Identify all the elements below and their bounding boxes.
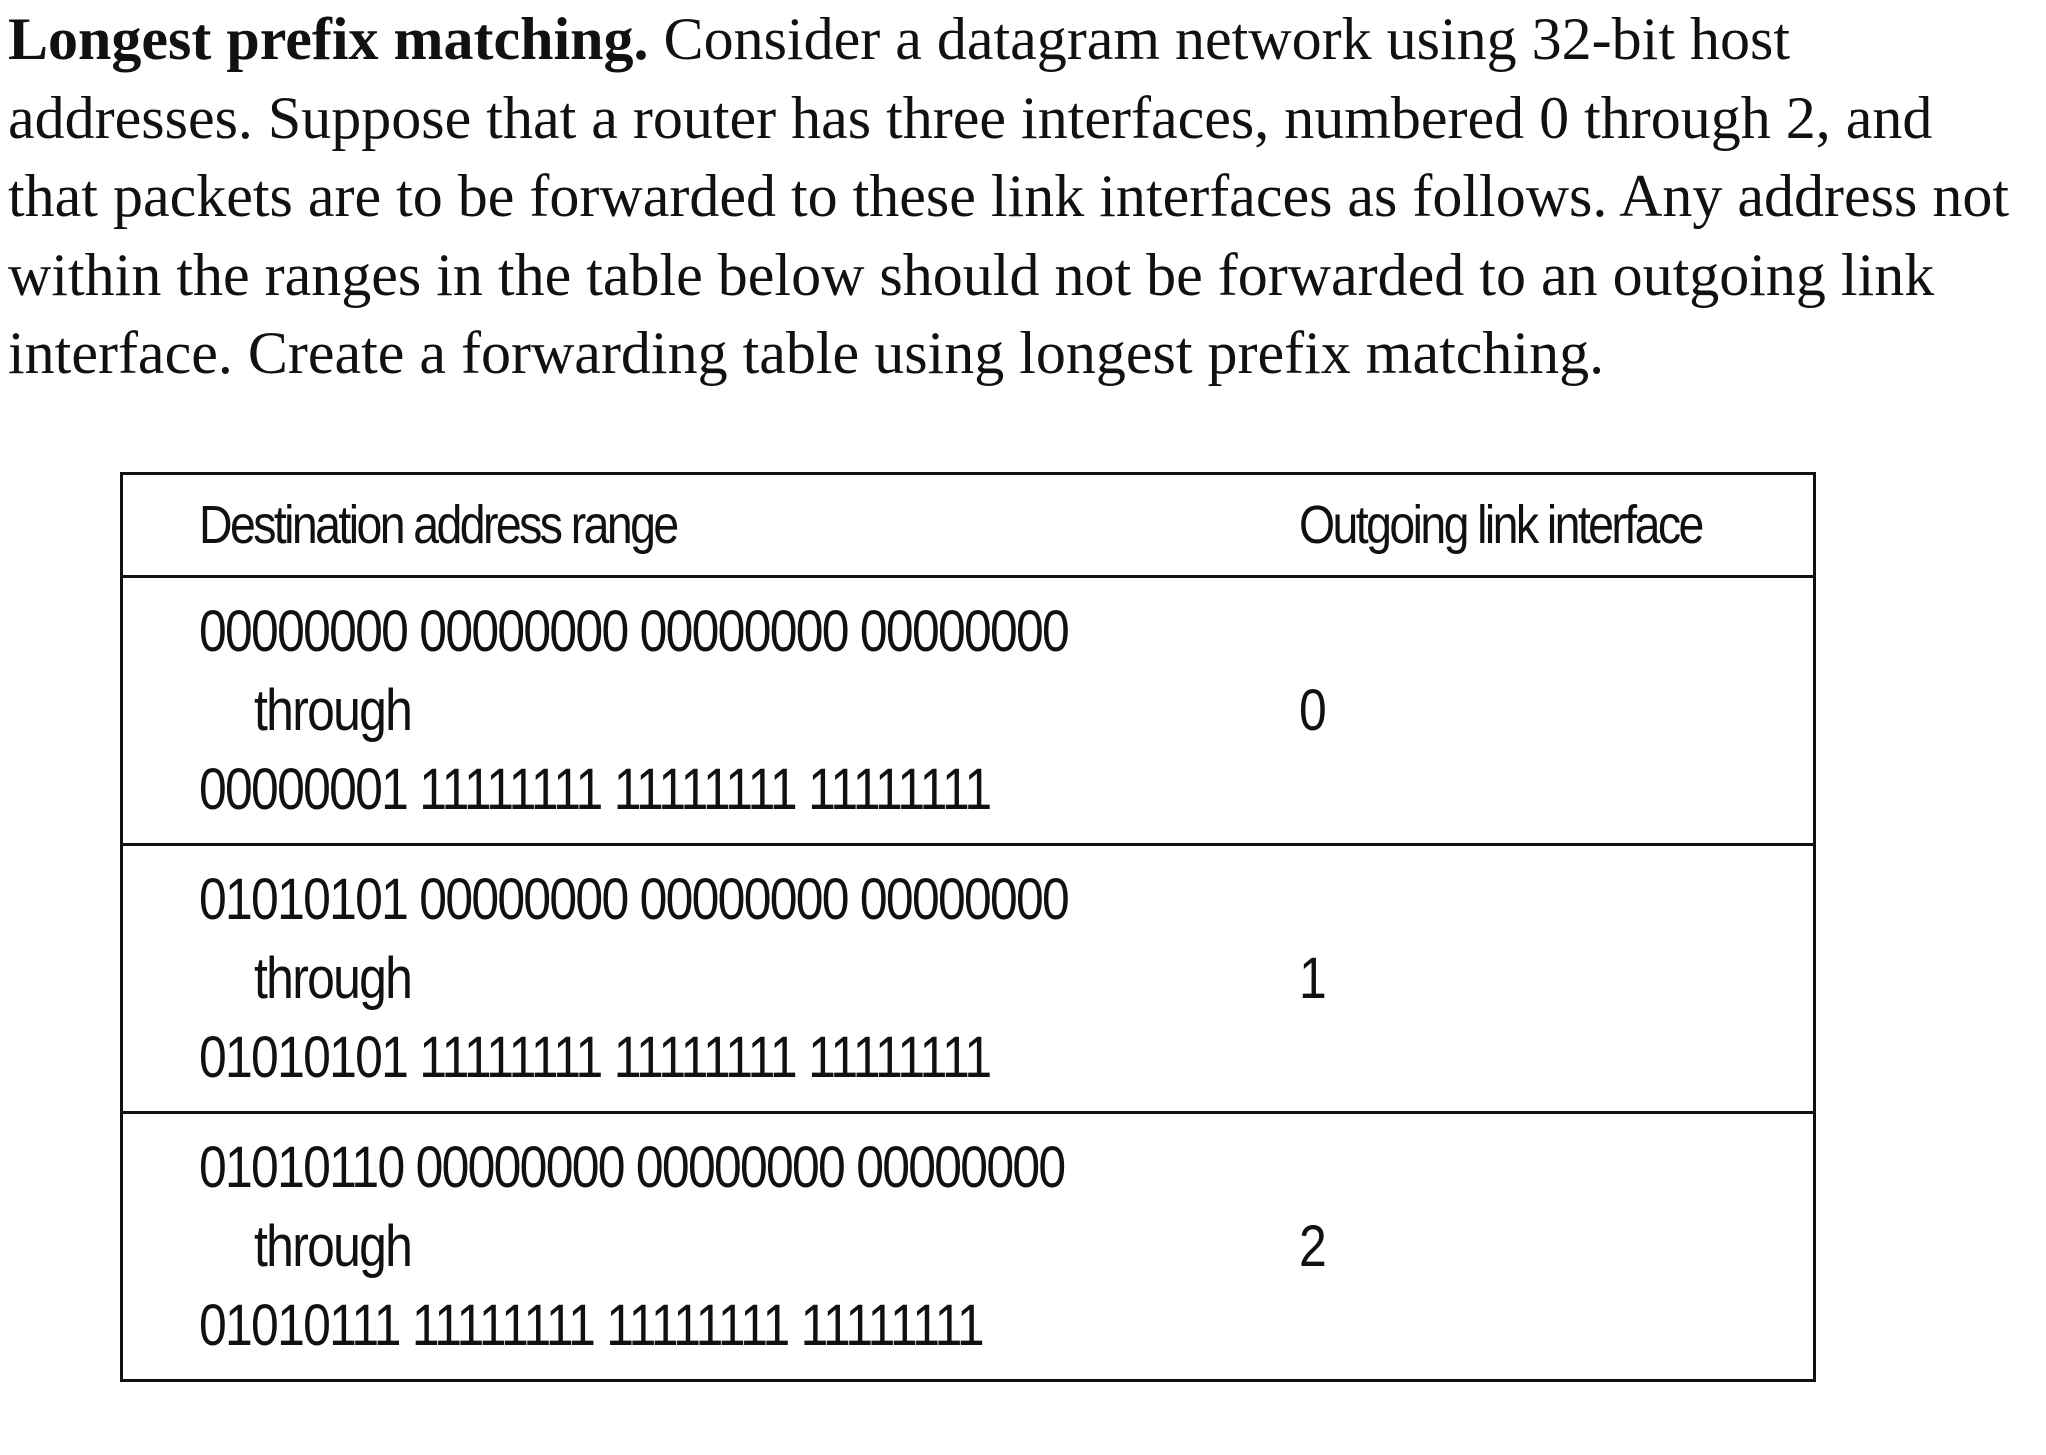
range-cell bbox=[123, 1113, 1299, 1380]
table-row bbox=[123, 845, 1813, 1113]
forwarding-table-grid bbox=[123, 475, 1813, 1379]
interface-value: 0 bbox=[1299, 678, 1327, 743]
range-cell bbox=[123, 577, 1299, 845]
header-interface: Outgoing link interface bbox=[1299, 495, 1702, 555]
table-row bbox=[123, 1113, 1813, 1380]
range-start: 01010110 00000000 00000000 00000000 bbox=[199, 1135, 1065, 1200]
interface-value: 2 bbox=[1299, 1214, 1327, 1279]
range-start: 00000000 00000000 00000000 00000000 bbox=[199, 599, 1069, 664]
table-row bbox=[123, 577, 1813, 845]
interface-cell bbox=[1299, 577, 1813, 845]
header-interface-cell bbox=[1299, 475, 1813, 577]
interface-cell bbox=[1299, 845, 1813, 1113]
address-range bbox=[199, 860, 1145, 1097]
interface-value: 1 bbox=[1299, 946, 1327, 1011]
range-cell bbox=[123, 845, 1299, 1113]
header-destination: Destination address range bbox=[199, 495, 677, 555]
range-end: 00000001 11111111 11111111 11111111 bbox=[199, 757, 991, 822]
problem-body: Consider a datagram network using 32-bit host addresses. Suppose that a router has three interfaces, numbered 0 through 2, and that packets are to be forwarded to these link interfaces as follows. Any address not within the ranges in the table below should not be forwarded to an outgoing link interface. Create a forwarding table using longest prefix matching. bbox=[8, 6, 2010, 386]
range-through: through bbox=[254, 678, 412, 743]
table-header-row bbox=[123, 475, 1813, 577]
range-start: 01010101 00000000 00000000 00000000 bbox=[199, 867, 1069, 932]
address-range bbox=[199, 1128, 1145, 1365]
interface-cell bbox=[1299, 1113, 1813, 1380]
range-through: through bbox=[254, 1214, 412, 1279]
forwarding-table bbox=[120, 472, 1816, 1382]
range-through: through bbox=[254, 946, 412, 1011]
problem-statement bbox=[8, 0, 2018, 393]
range-end: 01010101 11111111 11111111 11111111 bbox=[199, 1025, 991, 1090]
problem-title: Longest prefix matching. bbox=[8, 6, 649, 72]
header-destination-cell bbox=[123, 475, 1299, 577]
range-end: 01010111 11111111 11111111 11111111 bbox=[199, 1293, 983, 1358]
address-range bbox=[199, 592, 1145, 829]
